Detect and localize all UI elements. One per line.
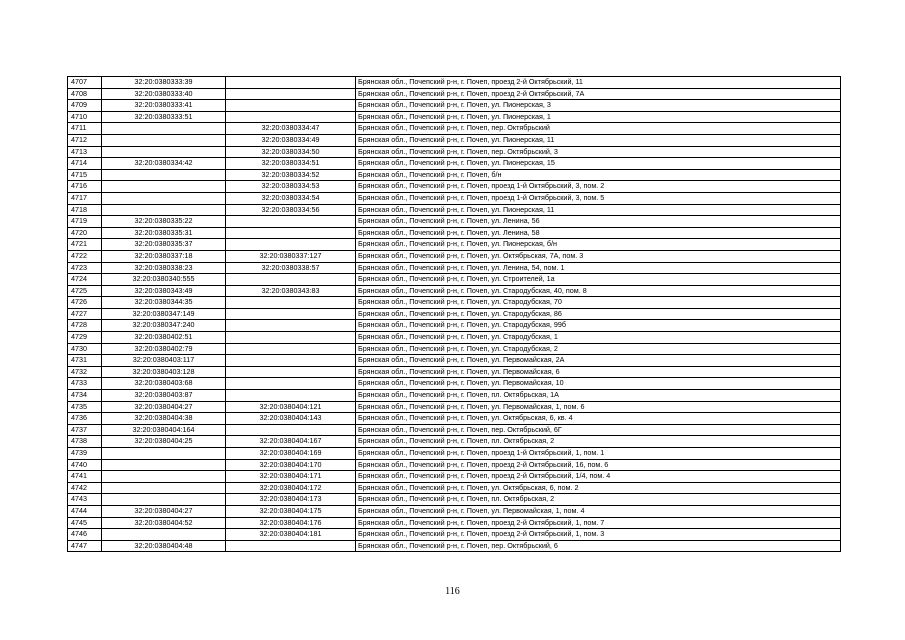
cadastral-number-cell: 32:20:0380340:555 [102, 274, 226, 286]
table-row [68, 343, 841, 355]
object-cadastral-number-cell [226, 320, 356, 332]
records-table-body [68, 77, 841, 552]
address-cell: Брянская обл., Почепский р-н, г. Почеп, ул. Октябрьская, 6, кв. 4 [356, 413, 841, 425]
row-number-cell: 4710 [68, 111, 102, 123]
row-number-cell: 4737 [68, 424, 102, 436]
address-cell: Брянская обл., Почепский р-н, г. Почеп, ул. Пионерская, 1 [356, 111, 841, 123]
table-row [68, 274, 841, 286]
cadastral-number-cell: 32:20:0380343:49 [102, 285, 226, 297]
object-cadastral-number-cell [226, 239, 356, 251]
table-row [68, 297, 841, 309]
object-cadastral-number-cell [226, 343, 356, 355]
cadastral-number-cell: 32:20:0380337:18 [102, 250, 226, 262]
address-cell: Брянская обл., Почепский р-н, г. Почеп, проезд 2-й Октябрьский, 16, пом. 6 [356, 459, 841, 471]
object-cadastral-number-cell [226, 378, 356, 390]
object-cadastral-number-cell: 32:20:0380404:169 [226, 448, 356, 460]
address-cell: Брянская обл., Почепский р-н, г. Почеп, пер. Октябрьский [356, 123, 841, 135]
address-cell: Брянская обл., Почепский р-н, г. Почеп, ул. Стародубская, 70 [356, 297, 841, 309]
object-cadastral-number-cell: 32:20:0380338:57 [226, 262, 356, 274]
cadastral-number-cell: 32:20:0380347:149 [102, 308, 226, 320]
table-row [68, 378, 841, 390]
object-cadastral-number-cell: 32:20:0380404:173 [226, 494, 356, 506]
table-row [68, 355, 841, 367]
object-cadastral-number-cell: 32:20:0380404:143 [226, 413, 356, 425]
row-number-cell: 4717 [68, 192, 102, 204]
row-number-cell: 4719 [68, 216, 102, 228]
cadastral-number-cell [102, 192, 226, 204]
row-number-cell: 4744 [68, 505, 102, 517]
address-cell: Брянская обл., Почепский р-н, г. Почеп, б/н [356, 169, 841, 181]
row-number-cell: 4741 [68, 471, 102, 483]
table-row [68, 332, 841, 344]
cadastral-number-cell: 32:20:0380334:42 [102, 158, 226, 170]
row-number-cell: 4745 [68, 517, 102, 529]
object-cadastral-number-cell: 32:20:0380334:53 [226, 181, 356, 193]
address-cell: Брянская обл., Почепский р-н, г. Почеп, пер. Октябрьский, 6 [356, 540, 841, 552]
row-number-cell: 4722 [68, 250, 102, 262]
row-number-cell: 4726 [68, 297, 102, 309]
cadastral-number-cell: 32:20:0380403:87 [102, 390, 226, 402]
cadastral-number-cell: 32:20:0380333:39 [102, 77, 226, 89]
object-cadastral-number-cell: 32:20:0380334:51 [226, 158, 356, 170]
address-cell: Брянская обл., Почепский р-н, г. Почеп, ул. Октябрьская, 7А, пом. 3 [356, 250, 841, 262]
cadastral-number-cell: 32:20:0380404:27 [102, 401, 226, 413]
cadastral-number-cell [102, 529, 226, 541]
address-cell: Брянская обл., Почепский р-н, г. Почеп, ул. Стародубская, 86 [356, 308, 841, 320]
object-cadastral-number-cell [226, 332, 356, 344]
address-cell: Брянская обл., Почепский р-н, г. Почеп, ул. Первомайская, 1, пом. 4 [356, 505, 841, 517]
cadastral-number-cell [102, 459, 226, 471]
table-row [68, 239, 841, 251]
address-cell: Брянская обл., Почепский р-н, г. Почеп, проезд 1-й Октябрьский, 3, пом. 5 [356, 192, 841, 204]
row-number-cell: 4721 [68, 239, 102, 251]
cadastral-number-cell: 32:20:0380403:68 [102, 378, 226, 390]
cadastral-number-cell: 32:20:0380402:79 [102, 343, 226, 355]
object-cadastral-number-cell [226, 88, 356, 100]
address-cell: Брянская обл., Почепский р-н, г. Почеп, ул. Стародубская, 99б [356, 320, 841, 332]
address-cell: Брянская обл., Почепский р-н, г. Почеп, пер. Октябрьский, 6Г [356, 424, 841, 436]
row-number-cell: 4734 [68, 390, 102, 402]
table-row [68, 123, 841, 135]
object-cadastral-number-cell: 32:20:0380404:167 [226, 436, 356, 448]
address-cell: Брянская обл., Почепский р-н, г. Почеп, ул. Пионерская, б/н [356, 239, 841, 251]
table-row [68, 88, 841, 100]
cadastral-number-cell: 32:20:0380404:38 [102, 413, 226, 425]
row-number-cell: 4747 [68, 540, 102, 552]
object-cadastral-number-cell [226, 227, 356, 239]
address-cell: Брянская обл., Почепский р-н, г. Почеп, ул. Ленина, 54, пом. 1 [356, 262, 841, 274]
records-table [67, 76, 841, 552]
table-row [68, 285, 841, 297]
address-cell: Брянская обл., Почепский р-н, г. Почеп, проезд 1-й Октябрьский, 1, пом. 1 [356, 448, 841, 460]
table-row [68, 366, 841, 378]
row-number-cell: 4742 [68, 482, 102, 494]
table-row [68, 424, 841, 436]
table-row [68, 540, 841, 552]
cadastral-number-cell [102, 494, 226, 506]
table-row [68, 111, 841, 123]
row-number-cell: 4733 [68, 378, 102, 390]
address-cell: Брянская обл., Почепский р-н, г. Почеп, проезд 2-й Октябрьский, 7А [356, 88, 841, 100]
object-cadastral-number-cell [226, 77, 356, 89]
cadastral-number-cell: 32:20:0380403:128 [102, 366, 226, 378]
address-cell: Брянская обл., Почепский р-н, г. Почеп, проезд 2-й Октябрьский, 1, пом. 3 [356, 529, 841, 541]
table-row [68, 505, 841, 517]
address-cell: Брянская обл., Почепский р-н, г. Почеп, ул. Первомайская, 1, пом. 6 [356, 401, 841, 413]
table-row [68, 413, 841, 425]
row-number-cell: 4716 [68, 181, 102, 193]
address-cell: Брянская обл., Почепский р-н, г. Почеп, пл. Октябрьская, 2 [356, 494, 841, 506]
cadastral-number-cell: 32:20:0380333:51 [102, 111, 226, 123]
row-number-cell: 4715 [68, 169, 102, 181]
address-cell: Брянская обл., Почепский р-н, г. Почеп, ул. Ленина, 56 [356, 216, 841, 228]
row-number-cell: 4727 [68, 308, 102, 320]
object-cadastral-number-cell: 32:20:0380334:56 [226, 204, 356, 216]
row-number-cell: 4714 [68, 158, 102, 170]
table-row [68, 459, 841, 471]
table-row [68, 390, 841, 402]
table-row [68, 169, 841, 181]
row-number-cell: 4739 [68, 448, 102, 460]
row-number-cell: 4720 [68, 227, 102, 239]
cadastral-number-cell: 32:20:0380338:23 [102, 262, 226, 274]
address-cell: Брянская обл., Почепский р-н, г. Почеп, ул. Первомайская, 10 [356, 378, 841, 390]
address-cell: Брянская обл., Почепский р-н, г. Почеп, проезд 2-й Октябрьский, 1/4, пом. 4 [356, 471, 841, 483]
table-row [68, 482, 841, 494]
table-row [68, 77, 841, 89]
address-cell: Брянская обл., Почепский р-н, г. Почеп, ул. Пионерская, 11 [356, 204, 841, 216]
table-row [68, 192, 841, 204]
object-cadastral-number-cell: 32:20:0380404:171 [226, 471, 356, 483]
row-number-cell: 4746 [68, 529, 102, 541]
row-number-cell: 4724 [68, 274, 102, 286]
address-cell: Брянская обл., Почепский р-н, г. Почеп, проезд 1-й Октябрьский, 3, пом. 2 [356, 181, 841, 193]
cadastral-number-cell: 32:20:0380335:22 [102, 216, 226, 228]
object-cadastral-number-cell: 32:20:0380404:175 [226, 505, 356, 517]
row-number-cell: 4725 [68, 285, 102, 297]
address-cell: Брянская обл., Почепский р-н, г. Почеп, ул. Первомайская, 6 [356, 366, 841, 378]
cadastral-number-cell: 32:20:0380335:37 [102, 239, 226, 251]
row-number-cell: 4711 [68, 123, 102, 135]
address-cell: Брянская обл., Почепский р-н, г. Почеп, ул. Пионерская, 11 [356, 134, 841, 146]
cadastral-number-cell [102, 134, 226, 146]
object-cadastral-number-cell: 32:20:0380334:54 [226, 192, 356, 204]
object-cadastral-number-cell: 32:20:0380343:83 [226, 285, 356, 297]
row-number-cell: 4708 [68, 88, 102, 100]
object-cadastral-number-cell [226, 540, 356, 552]
cadastral-number-cell [102, 181, 226, 193]
table-row [68, 308, 841, 320]
row-number-cell: 4735 [68, 401, 102, 413]
address-cell: Брянская обл., Почепский р-н, г. Почеп, проезд 2-й Октябрьский, 1, пом. 7 [356, 517, 841, 529]
table-row [68, 216, 841, 228]
object-cadastral-number-cell: 32:20:0380337:127 [226, 250, 356, 262]
table-row [68, 146, 841, 158]
table-row [68, 250, 841, 262]
row-number-cell: 4718 [68, 204, 102, 216]
cadastral-number-cell: 32:20:0380402:51 [102, 332, 226, 344]
cadastral-number-cell: 32:20:0380403:117 [102, 355, 226, 367]
table-row [68, 262, 841, 274]
table-row [68, 320, 841, 332]
cadastral-number-cell: 32:20:0380404:25 [102, 436, 226, 448]
cadastral-number-cell [102, 204, 226, 216]
address-cell: Брянская обл., Почепский р-н, г. Почеп, ул. Строителей, 1а [356, 274, 841, 286]
object-cadastral-number-cell [226, 100, 356, 112]
table-row [68, 517, 841, 529]
object-cadastral-number-cell: 32:20:0380404:181 [226, 529, 356, 541]
row-number-cell: 4743 [68, 494, 102, 506]
cadastral-number-cell: 32:20:0380333:40 [102, 88, 226, 100]
row-number-cell: 4728 [68, 320, 102, 332]
object-cadastral-number-cell [226, 216, 356, 228]
object-cadastral-number-cell [226, 424, 356, 436]
object-cadastral-number-cell [226, 274, 356, 286]
table-row [68, 436, 841, 448]
object-cadastral-number-cell: 32:20:0380334:49 [226, 134, 356, 146]
object-cadastral-number-cell: 32:20:0380334:47 [226, 123, 356, 135]
address-cell: Брянская обл., Почепский р-н, г. Почеп, ул. Стародубская, 2 [356, 343, 841, 355]
cadastral-number-cell: 32:20:0380333:41 [102, 100, 226, 112]
row-number-cell: 4713 [68, 146, 102, 158]
cadastral-number-cell: 32:20:0380404:48 [102, 540, 226, 552]
object-cadastral-number-cell [226, 355, 356, 367]
row-number-cell: 4731 [68, 355, 102, 367]
table-row [68, 227, 841, 239]
object-cadastral-number-cell: 32:20:0380334:50 [226, 146, 356, 158]
object-cadastral-number-cell [226, 390, 356, 402]
table-row [68, 204, 841, 216]
object-cadastral-number-cell: 32:20:0380404:172 [226, 482, 356, 494]
cadastral-number-cell: 32:20:0380404:27 [102, 505, 226, 517]
cadastral-number-cell [102, 448, 226, 460]
object-cadastral-number-cell: 32:20:0380404:170 [226, 459, 356, 471]
address-cell: Брянская обл., Почепский р-н, г. Почеп, проезд 2-й Октябрьский, 11 [356, 77, 841, 89]
table-row [68, 100, 841, 112]
address-cell: Брянская обл., Почепский р-н, г. Почеп, пл. Октябрьская, 2 [356, 436, 841, 448]
address-cell: Брянская обл., Почепский р-н, г. Почеп, пер. Октябрьский, 3 [356, 146, 841, 158]
cadastral-number-cell [102, 482, 226, 494]
object-cadastral-number-cell [226, 366, 356, 378]
cadastral-number-cell: 32:20:0380347:240 [102, 320, 226, 332]
table-row [68, 181, 841, 193]
row-number-cell: 4732 [68, 366, 102, 378]
address-cell: Брянская обл., Почепский р-н, г. Почеп, ул. Октябрьская, 6, пом. 2 [356, 482, 841, 494]
row-number-cell: 4730 [68, 343, 102, 355]
address-cell: Брянская обл., Почепский р-н, г. Почеп, ул. Стародубская, 1 [356, 332, 841, 344]
cadastral-number-cell: 32:20:0380335:31 [102, 227, 226, 239]
address-cell: Брянская обл., Почепский р-н, г. Почеп, ул. Пионерская, 3 [356, 100, 841, 112]
table-row [68, 401, 841, 413]
object-cadastral-number-cell [226, 308, 356, 320]
object-cadastral-number-cell: 32:20:0380334:52 [226, 169, 356, 181]
object-cadastral-number-cell [226, 297, 356, 309]
row-number-cell: 4723 [68, 262, 102, 274]
object-cadastral-number-cell: 32:20:0380404:121 [226, 401, 356, 413]
address-cell: Брянская обл., Почепский р-н, г. Почеп, ул. Ленина, 58 [356, 227, 841, 239]
object-cadastral-number-cell: 32:20:0380404:176 [226, 517, 356, 529]
row-number-cell: 4712 [68, 134, 102, 146]
row-number-cell: 4736 [68, 413, 102, 425]
row-number-cell: 4738 [68, 436, 102, 448]
page-number: 116 [445, 586, 460, 597]
table-row [68, 134, 841, 146]
table-row [68, 158, 841, 170]
table-row [68, 448, 841, 460]
address-cell: Брянская обл., Почепский р-н, г. Почеп, пл. Октябрьская, 1А [356, 390, 841, 402]
cadastral-number-cell [102, 471, 226, 483]
table-row [68, 471, 841, 483]
cadastral-number-cell [102, 123, 226, 135]
address-cell: Брянская обл., Почепский р-н, г. Почеп, ул. Пионерская, 15 [356, 158, 841, 170]
address-cell: Брянская обл., Почепский р-н, г. Почеп, ул. Стародубская, 40, пом. 8 [356, 285, 841, 297]
row-number-cell: 4740 [68, 459, 102, 471]
cadastral-number-cell: 32:20:0380404:52 [102, 517, 226, 529]
object-cadastral-number-cell [226, 111, 356, 123]
cadastral-number-cell: 32:20:0380344:35 [102, 297, 226, 309]
table-row [68, 494, 841, 506]
cadastral-number-cell [102, 146, 226, 158]
cadastral-number-cell: 32:20:0380404:164 [102, 424, 226, 436]
row-number-cell: 4729 [68, 332, 102, 344]
row-number-cell: 4709 [68, 100, 102, 112]
address-cell: Брянская обл., Почепский р-н, г. Почеп, ул. Первомайская, 2А [356, 355, 841, 367]
cadastral-number-cell [102, 169, 226, 181]
row-number-cell: 4707 [68, 77, 102, 89]
table-row [68, 529, 841, 541]
